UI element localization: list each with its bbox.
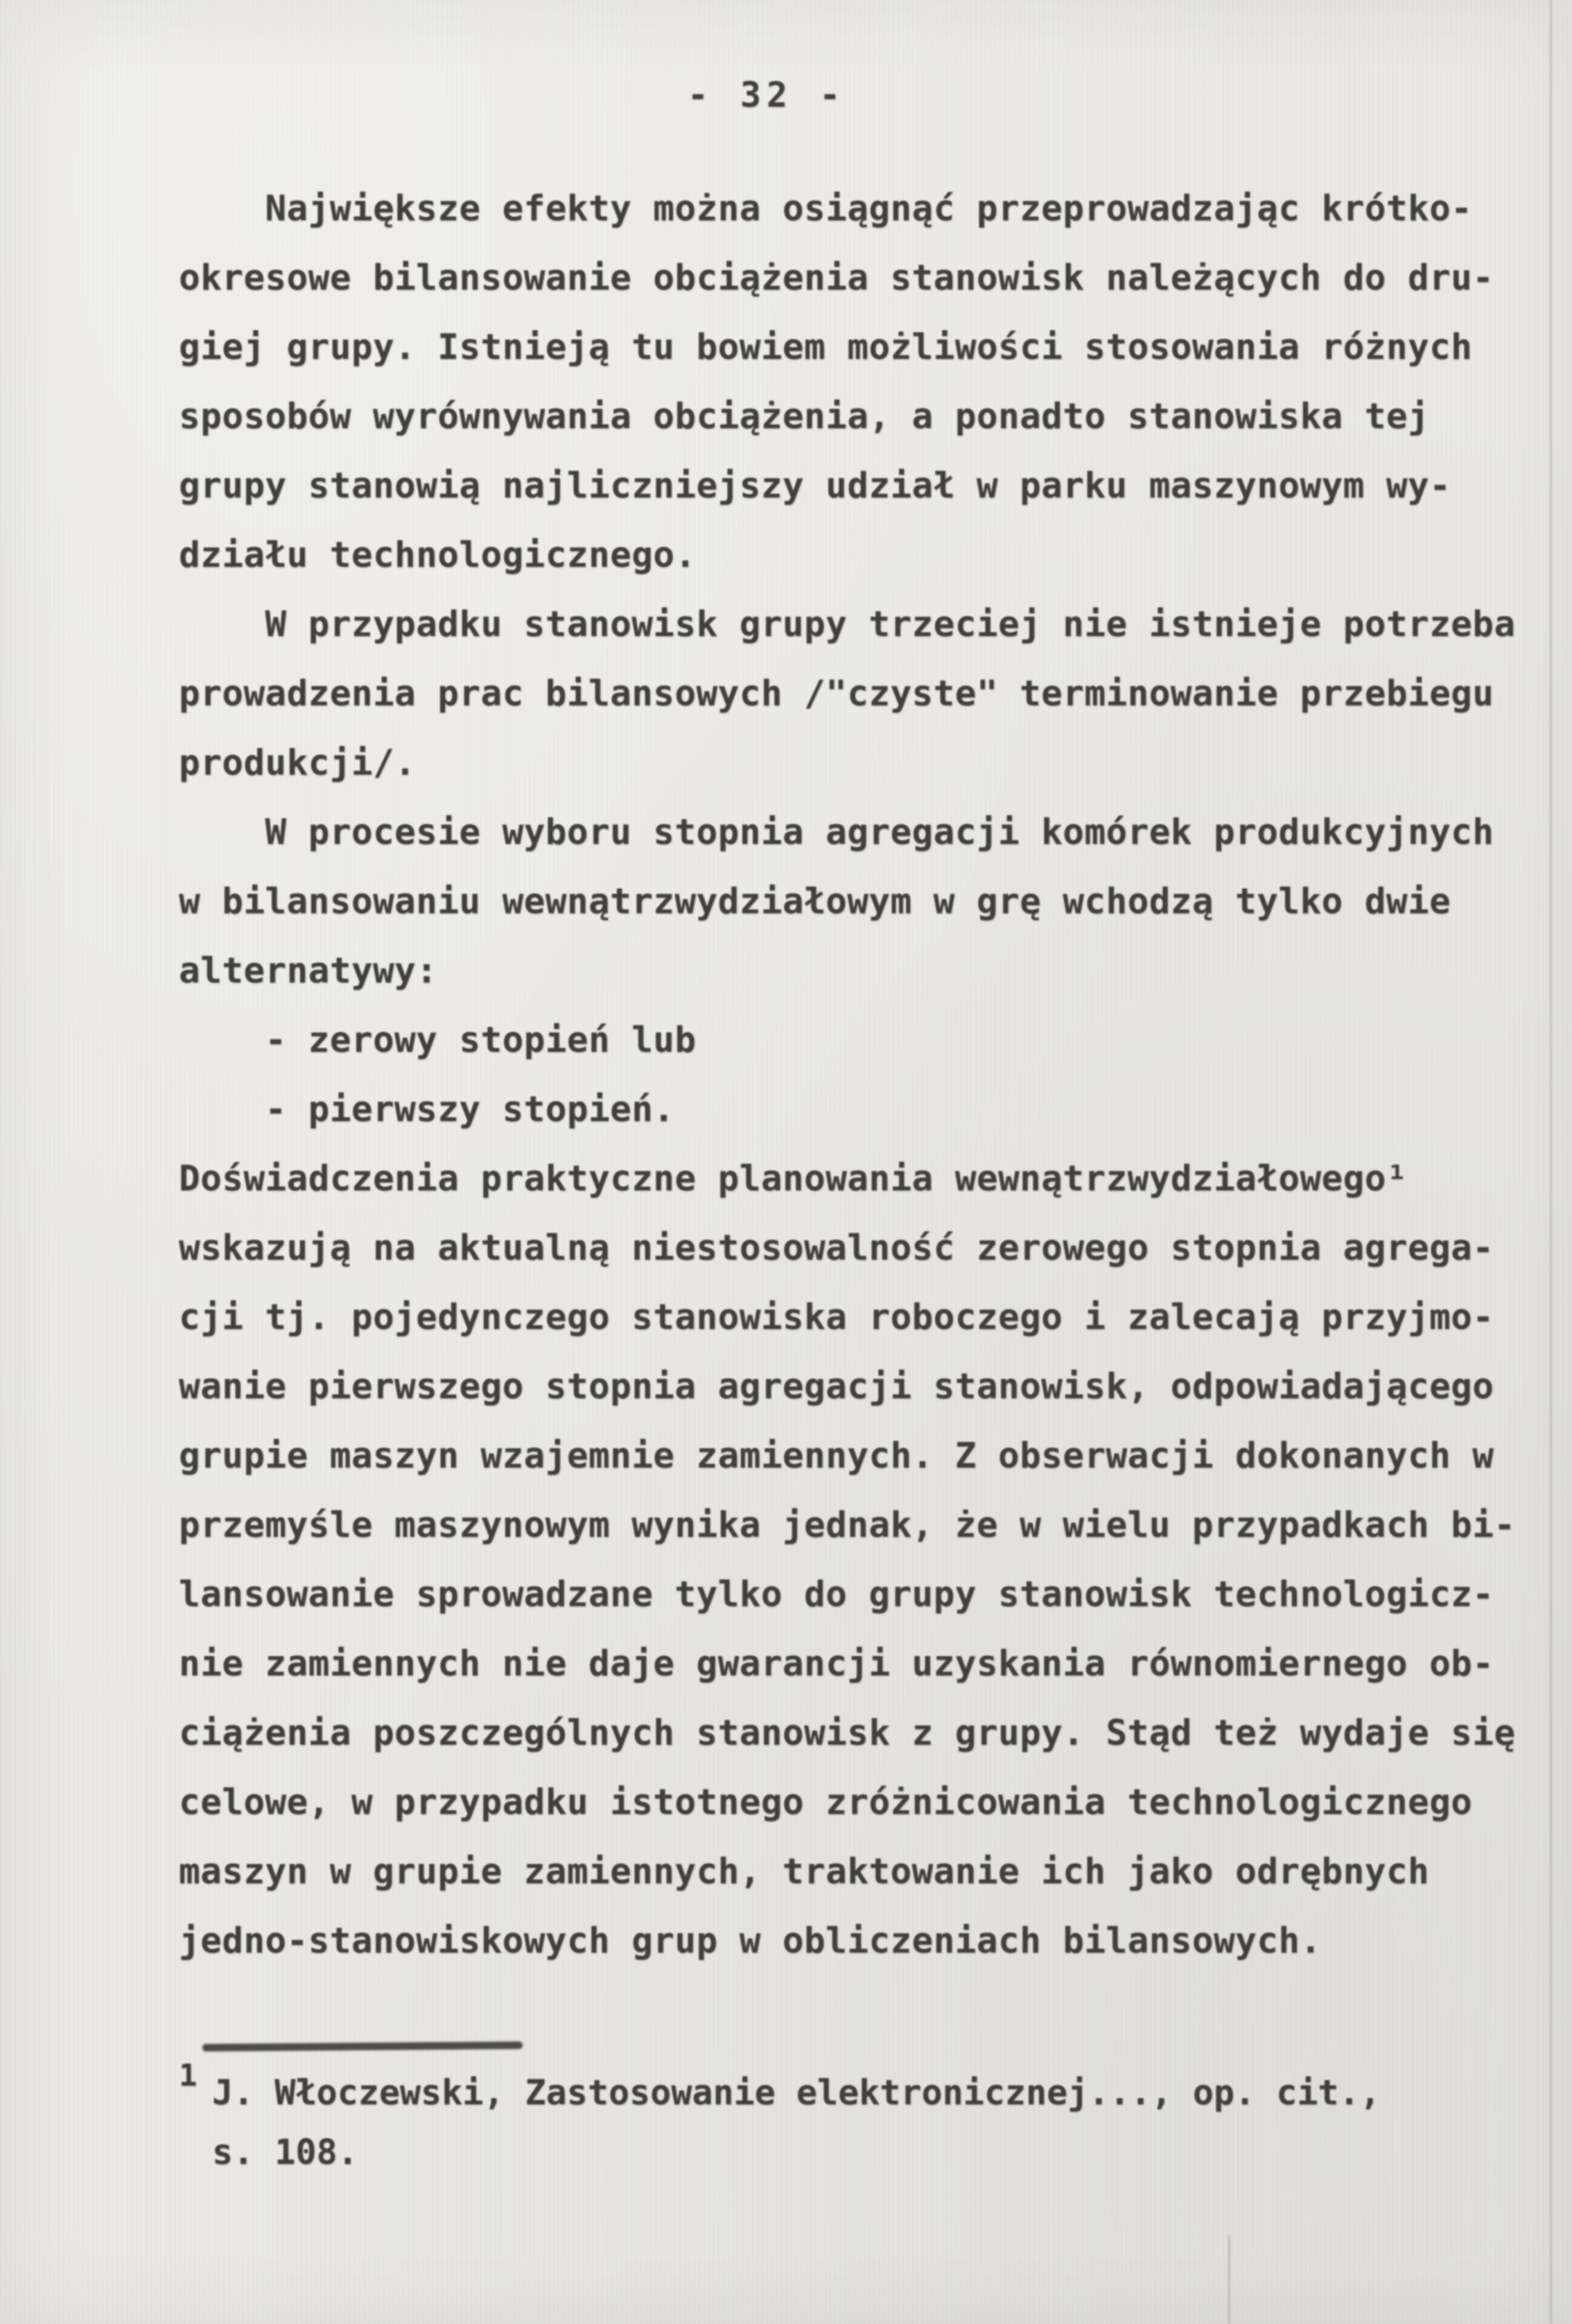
text-line: wanie pierwszego stopnia agregacji stanowisk, odpowiadającego <box>179 1366 1494 1407</box>
text-line: cji tj. pojedynczego stanowiska roboczego i zalecają przyjmo- <box>179 1297 1494 1338</box>
body-text <box>179 175 1516 1976</box>
text-line: giej grupy. Istnieją tu bowiem możliwości stosowania różnych <box>179 327 1473 368</box>
scan-crease-bottom <box>1228 2235 1230 2324</box>
text-line: nie zamiennych nie daje gwarancji uzyskania równomiernego ob- <box>179 1644 1494 1684</box>
text-line: lansowanie sprowadzane tylko do grupy stanowisk technologicz- <box>179 1574 1494 1615</box>
text-line: w bilansowaniu wewnątrzwydziałowym w grę wchodzą tylko dwie <box>179 881 1451 922</box>
text-line: maszyn w grupie zamiennych, traktowanie ich jako odrębnych <box>179 1851 1430 1892</box>
text-line: grupy stanowią najliczniejszy udział w parku maszynowym wy- <box>179 466 1451 507</box>
text-line: prowadzenia prac bilansowych /"czyste" terminowanie przebiegu <box>179 674 1494 714</box>
text-line: Doświadczenia praktyczne planowania wewnątrzwydziałowego¹ <box>179 1159 1408 1199</box>
footnote-text-line-2: s. 108. <box>212 2132 358 2172</box>
text-line: wskazują na aktualną niestosowalność zerowego stopnia agrega- <box>179 1228 1494 1269</box>
text-line: przemyśle maszynowym wynika jednak, że w wielu przypadkach bi- <box>179 1505 1516 1546</box>
text-line: sposobów wyrównywania obciążenia, a ponadto stanowiska tej <box>179 396 1430 437</box>
scan-crease-right <box>1549 0 1553 2324</box>
text-line: jedno-stanowiskowych grup w obliczeniach bilansowych. <box>179 1921 1322 1962</box>
text-line: celowe, w przypadku istotnego zróżnicowania technologicznego <box>179 1782 1473 1823</box>
page-number: - 32 - <box>687 75 846 115</box>
text-line: Największe efekty można osiągnąć przeprowadzając krótko- <box>179 188 1473 229</box>
footnote-text-line-1: J. Włoczewski, Zastosowanie elektronicznej..., op. cit., <box>212 2072 1381 2113</box>
text-line: działu technologicznego. <box>179 535 697 576</box>
text-line: - pierwszy stopień. <box>179 1089 675 1130</box>
footnote-marker: 1 <box>179 2058 198 2093</box>
footnote-separator <box>202 2041 523 2052</box>
text-line: W przypadku stanowisk grupy trzeciej nie istnieje potrzeba <box>179 604 1516 645</box>
text-line: - zerowy stopień lub <box>179 1020 697 1061</box>
text-line: grupie maszyn wzajemnie zamiennych. Z obserwacji dokonanych w <box>179 1436 1494 1477</box>
footnote <box>179 2043 1496 2182</box>
text-line: W procesie wyboru stopnia agregacji komórek produkcyjnych <box>179 812 1494 853</box>
text-line: produkcji/. <box>179 743 417 784</box>
text-line: alternatywy: <box>179 951 438 992</box>
text-line: ciążenia poszczególnych stanowisk z grupy. Stąd też wydaje się <box>179 1713 1516 1754</box>
text-line: okresowe bilansowanie obciążenia stanowisk należących do dru- <box>179 258 1494 299</box>
